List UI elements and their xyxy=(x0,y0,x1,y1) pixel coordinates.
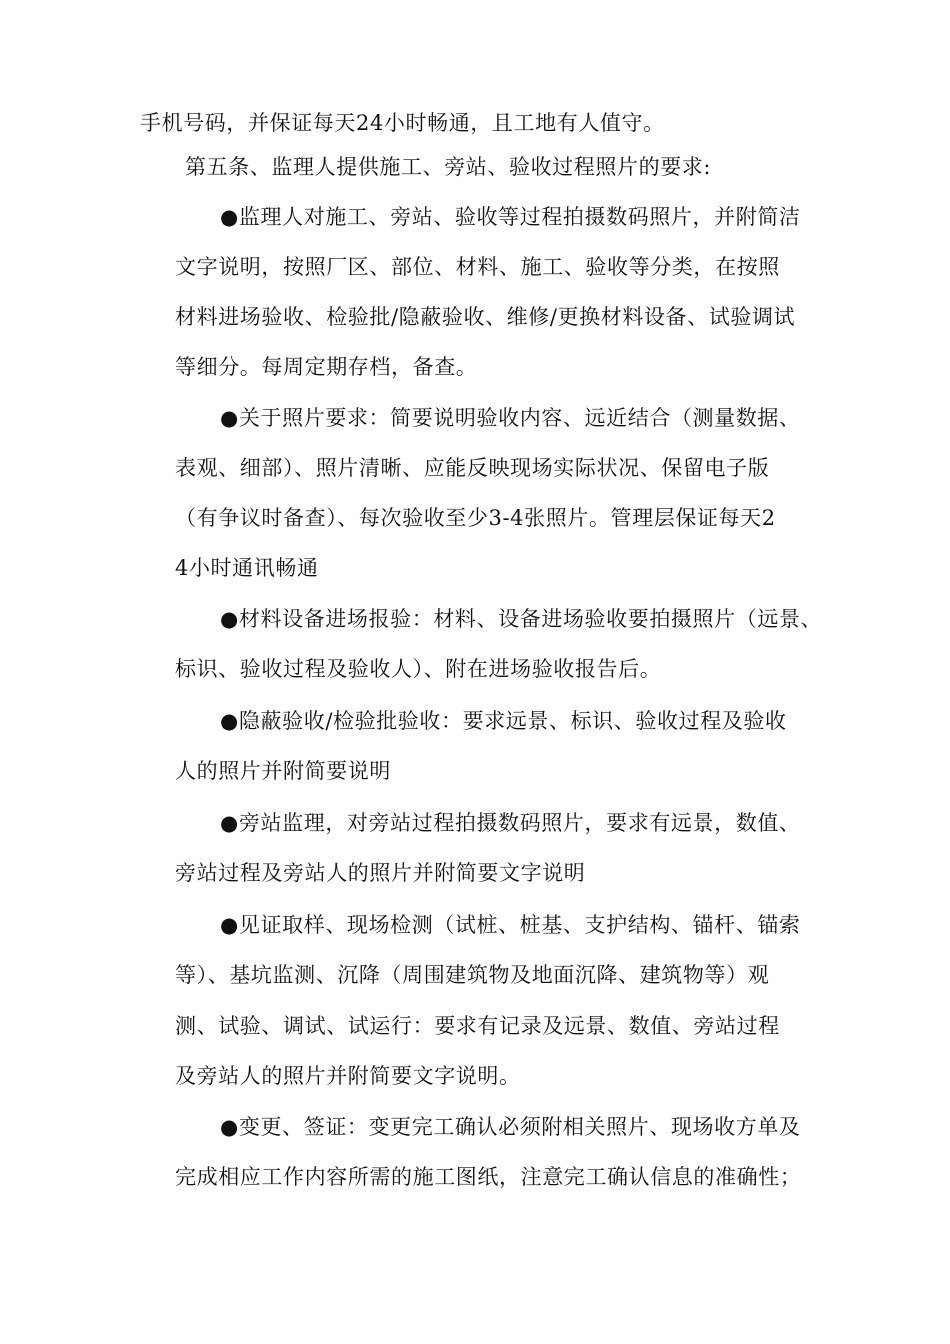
text-line: 完成相应工作内容所需的施工图纸，注意完工确认信息的准确性； xyxy=(175,1165,802,1189)
text-line: 人的照片并附简要说明 xyxy=(175,759,391,783)
text-line: 测、试验、调试、试运行：要求有记录及远景、数值、旁站过程 xyxy=(175,1014,780,1038)
section-heading: 第五条、监理人提供施工、旁站、验收过程照片的要求: xyxy=(185,155,712,179)
text-line: 及旁站人的照片并附简要文字说明。 xyxy=(175,1064,521,1088)
text-line: 手机号码，并保证每天24小时畅通，且工地有人值守。 xyxy=(140,111,665,135)
text-line: 等细分。每周定期存档，备查。 xyxy=(175,355,478,379)
text-line: 材料进场验收、检验批/隐蔽验收、维修/更换材料设备、试验调试 xyxy=(175,305,796,329)
bullet-line: ●见证取样、现场检测（试桩、桩基、支护结构、锚杆、锚索 xyxy=(220,913,801,937)
text-line: （有争议时备查）、每次验收至少3-4张照片。管理层保证每天2 xyxy=(175,506,776,530)
bullet-line: ●变更、签证：变更完工确认必须附相关照片、现场收方单及 xyxy=(220,1115,801,1139)
bullet-line: ●监理人对施工、旁站、验收等过程拍摄数码照片，并附简洁 xyxy=(220,205,801,229)
text-line: 4小时通讯畅通 xyxy=(175,556,319,580)
bullet-line: ●关于照片要求：简要说明验收内容、远近结合（测量数据、 xyxy=(220,406,801,430)
bullet-line: ●旁站监理，对旁站过程拍摄数码照片，要求有远景，数值、 xyxy=(220,811,801,835)
bullet-line: ●材料设备进场报验：材料、设备进场验收要拍摄照片（远景、 xyxy=(220,607,823,631)
text-line: 旁站过程及旁站人的照片并附简要文字说明 xyxy=(175,861,586,885)
text-line: 标识、验收过程及验收人）、附在进场验收报告后。 xyxy=(175,657,662,681)
text-line: 文字说明，按照厂区、部位、材料、施工、验收等分类，在按照 xyxy=(175,255,780,279)
bullet-line: ●隐蔽验收/检验批验收：要求远景、标识、验收过程及验收 xyxy=(220,709,787,733)
text-line: 表观、细部）、照片清晰、应能反映现场实际状况、保留电子版 xyxy=(175,456,770,480)
text-line: 等）、基坑监测、沉降（周围建筑物及地面沉降、建筑物等）观 xyxy=(175,963,770,987)
